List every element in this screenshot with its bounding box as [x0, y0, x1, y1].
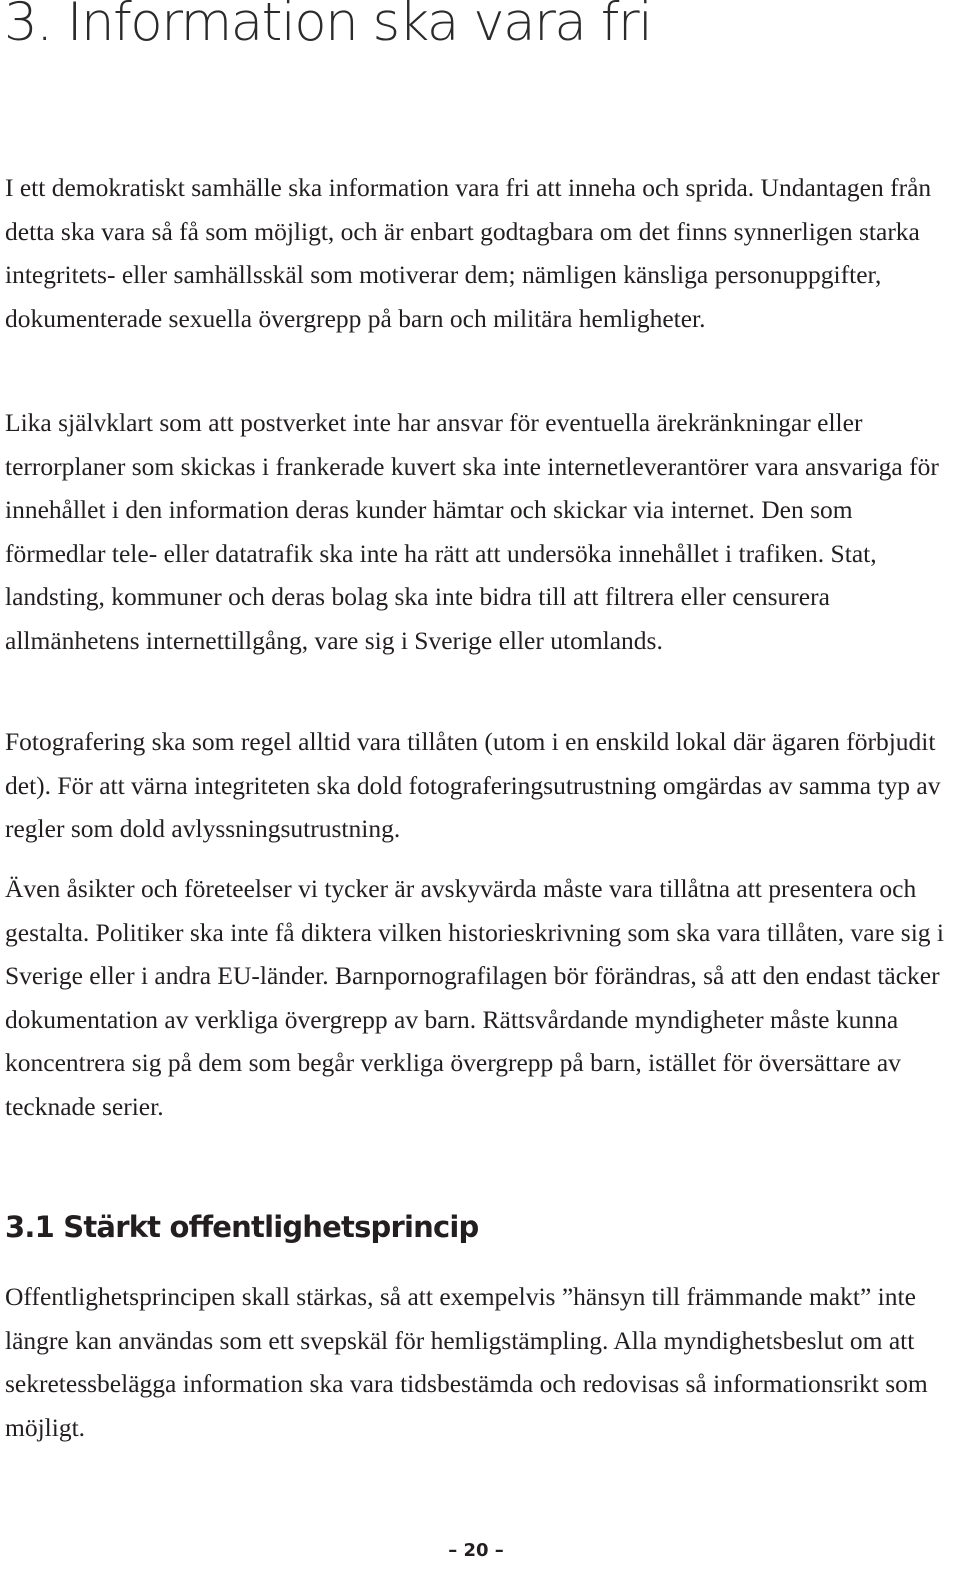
paragraph-offentlighetsprincip: Offentlighetsprincipen skall stärkas, så att exempelvis ”hänsyn till främmande makt” inte längre kan användas som ett svepskäl för hemligstämpling. Alla myndighetsbeslut om att sekretessbelägga information ska vara tidsbestämda och redovisas så informationsrikt som möjligt.: [5, 1282, 928, 1442]
chapter-title: 3. Information ska vara fri: [4, 0, 652, 53]
section-title: 3.1 Stärkt offentlighetsprincip: [5, 1210, 479, 1244]
paragraph-asikter: Även åsikter och företeelser vi tycker är avskyvärda måste vara tillåtna att presentera och gestalta. Politiker ska inte få diktera vilken historieskrivning som ska vara tillåten, vare sig i Sverige eller i andra EU-länder. Barnpornografilagen bör förändras, så att den endast täcker dokumentation av verkliga övergrepp av barn. Rättsvårdande myndigheter måste kunna koncentrera sig på dem som begår verkliga övergrepp på barn, istället för översättare av tecknade serier.: [5, 874, 945, 1121]
paragraph-fotografering: Fotografering ska som regel alltid vara tillåten (utom i en enskild lokal där ägaren förbjudit det). För att värna integriteten ska dold fotograferingsutrustning omgärdas av samma typ av regler som dold avlyssningsutrustning.: [5, 727, 941, 844]
paragraph-information-fri: I ett demokratiskt samhälle ska information vara fri att inneha och sprida. Undantagen från detta ska vara så få som möjligt, och är enbart godtagbara om det finns synnerligen starka integritets- eller samhällsskäl som motiverar dem; nämligen känsliga personuppgifter, dokumenterade sexuella övergrepp på barn och militära hemligheter.: [5, 173, 932, 333]
page-number: – 20 –: [448, 1540, 504, 1561]
paragraph-internetleverantorer: Lika självklart som att postverket inte har ansvar för eventuella ärekränkningar eller terrorplaner som skickas i frankerade kuvert ska inte internetleverantörer vara ansvariga för innehållet i den information deras kunder hämtar och skickar via internet. Den som förmedlar tele- eller datatrafik ska inte ha rätt att undersöka innehållet i trafiken. Stat, landsting, kommuner och deras bolag ska inte bidra till att filtrera eller censurera allmänhetens internettillgång, vare sig i Sverige eller utomlands.: [5, 408, 939, 655]
